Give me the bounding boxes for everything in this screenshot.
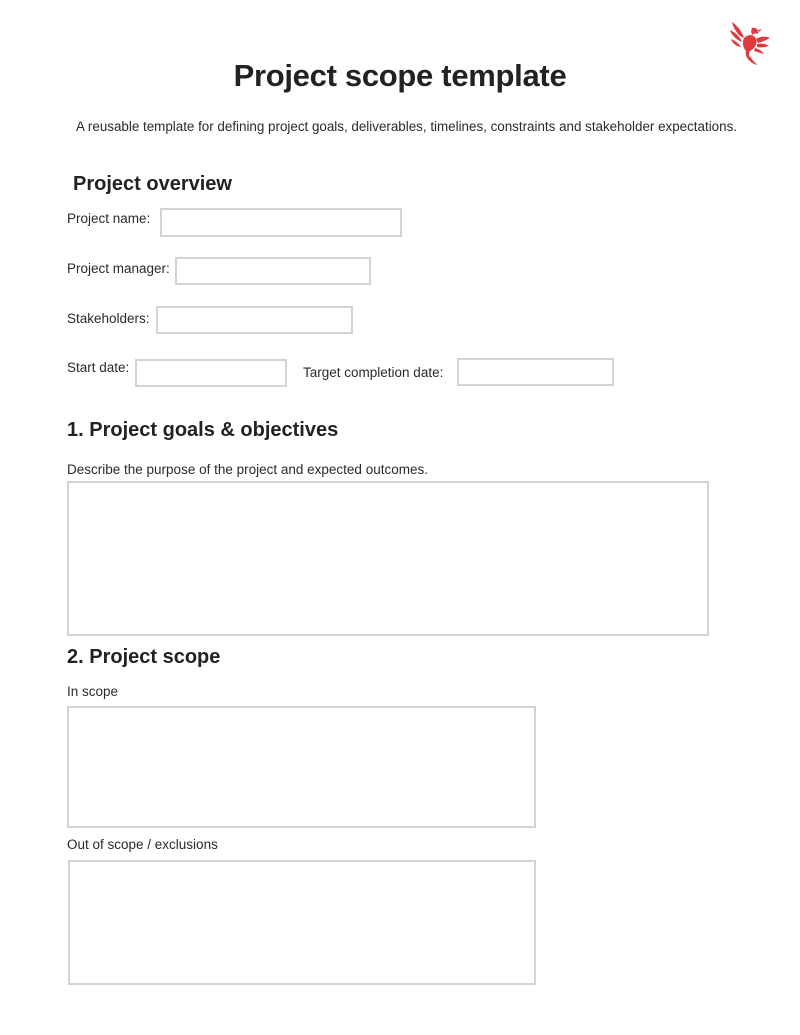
section-heading-overview: Project overview — [73, 173, 232, 195]
out-of-scope-label: Out of scope / exclusions — [67, 837, 218, 852]
completion-date-field[interactable] — [457, 358, 614, 386]
goals-textarea[interactable] — [67, 481, 709, 636]
project-name-label: Project name: — [67, 211, 151, 226]
goals-description: Describe the purpose of the project and expected outcomes. — [67, 462, 428, 477]
stakeholders-label: Stakeholders: — [67, 311, 150, 326]
section-heading-scope: 2. Project scope — [67, 646, 221, 668]
project-manager-label: Project manager: — [67, 261, 170, 276]
start-date-label: Start date: — [67, 360, 130, 375]
in-scope-textarea[interactable] — [67, 706, 536, 828]
start-date-field[interactable] — [135, 359, 287, 387]
completion-date-label: Target completion date: — [303, 365, 444, 380]
in-scope-label: In scope — [67, 684, 119, 699]
project-name-field[interactable] — [160, 208, 402, 237]
out-of-scope-textarea[interactable] — [68, 860, 536, 985]
project-manager-field[interactable] — [175, 257, 371, 285]
stakeholders-field[interactable] — [156, 306, 353, 334]
section-heading-goals: 1. Project goals & objectives — [67, 419, 339, 441]
page-subtitle: A reusable template for defining project goals, deliverables, timelines, constraints and stakeholder expectations. — [76, 119, 737, 134]
page-title: Project scope template — [233, 58, 567, 93]
